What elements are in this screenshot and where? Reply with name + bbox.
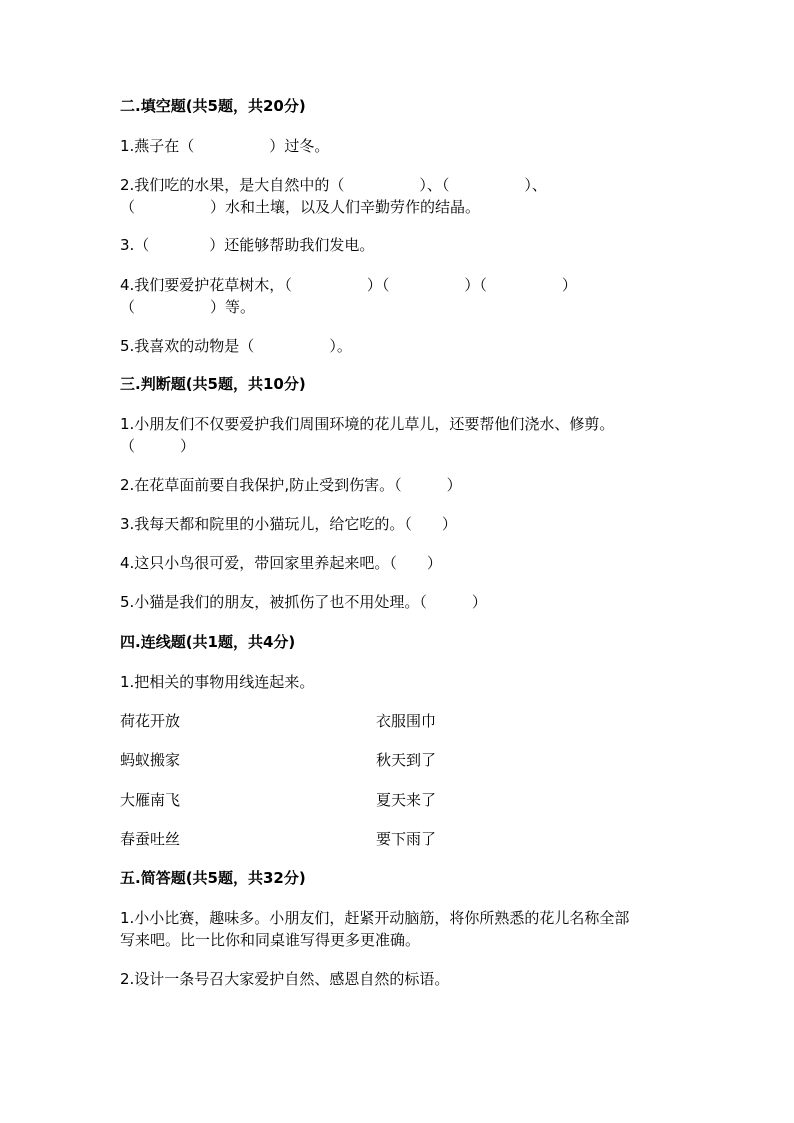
question-text: 2.我们吃的水果，是大自然中的（ ）、（ ）、 <box>120 176 547 194</box>
question-text: 3.（ ）还能够帮助我们发电。 <box>120 236 375 254</box>
match-right-item: 要下雨了 <box>376 830 437 848</box>
section-heading-matching: 四.连线题(共1题，共4分) <box>120 633 296 651</box>
question-text: 4.这只小鸟很可爱，带回家里养起来吧。（ ） <box>120 554 442 572</box>
question-text: 1.小朋友们不仅要爱护我们周围环境的花儿草儿，还要帮他们浇水、修剪。 <box>120 415 615 433</box>
question-text: 5.小猫是我们的朋友，被抓伤了也不用处理。（ ） <box>120 593 487 611</box>
question-text: 3.我每天都和院里的小猫玩儿，给它吃的。（ ） <box>120 515 457 533</box>
question-text: 1.燕子在（ ）过冬。 <box>120 137 330 155</box>
question-text: 4.我们要爱护花草树木，（ ）（ ）（ ） <box>120 276 577 294</box>
question-text-continued: （ ） <box>120 437 196 455</box>
question-text-continued: （ ）水和土壤，以及人们辛勤劳作的结晶。 <box>120 198 481 216</box>
section-heading-fill-in: 二.填空题(共5题，共20分) <box>120 97 306 115</box>
question-text: 1.小小比赛，趣味多。小朋友们，赶紧开动脑筋，将你所熟悉的花儿名称全部 <box>120 909 630 927</box>
question-text: 2.设计一条号召大家爱护自然、感恩自然的标语。 <box>120 970 450 988</box>
match-right-item: 夏天来了 <box>376 791 437 809</box>
section-heading-true-false: 三.判断题(共5题，共10分) <box>120 375 306 393</box>
match-left-item: 春蚕吐丝 <box>120 830 181 848</box>
question-text-continued: （ ）等。 <box>120 298 256 316</box>
match-right-item: 衣服围巾 <box>376 712 437 730</box>
question-text: 5.我喜欢的动物是（ ）。 <box>120 337 352 355</box>
question-text: 1.把相关的事物用线连起来。 <box>120 673 315 691</box>
section-heading-short-answer: 五.简答题(共5题，共32分) <box>120 869 306 887</box>
match-left-item: 大雁南飞 <box>120 791 181 809</box>
question-text: 2.在花草面前要自我保护,防止受到伤害。（ ） <box>120 476 462 494</box>
match-left-item: 荷花开放 <box>120 712 181 730</box>
match-right-item: 秋天到了 <box>376 751 437 769</box>
question-text-continued: 写来吧。比一比你和同桌谁写得更多更准确。 <box>120 931 421 949</box>
match-left-item: 蚂蚁搬家 <box>120 751 181 769</box>
